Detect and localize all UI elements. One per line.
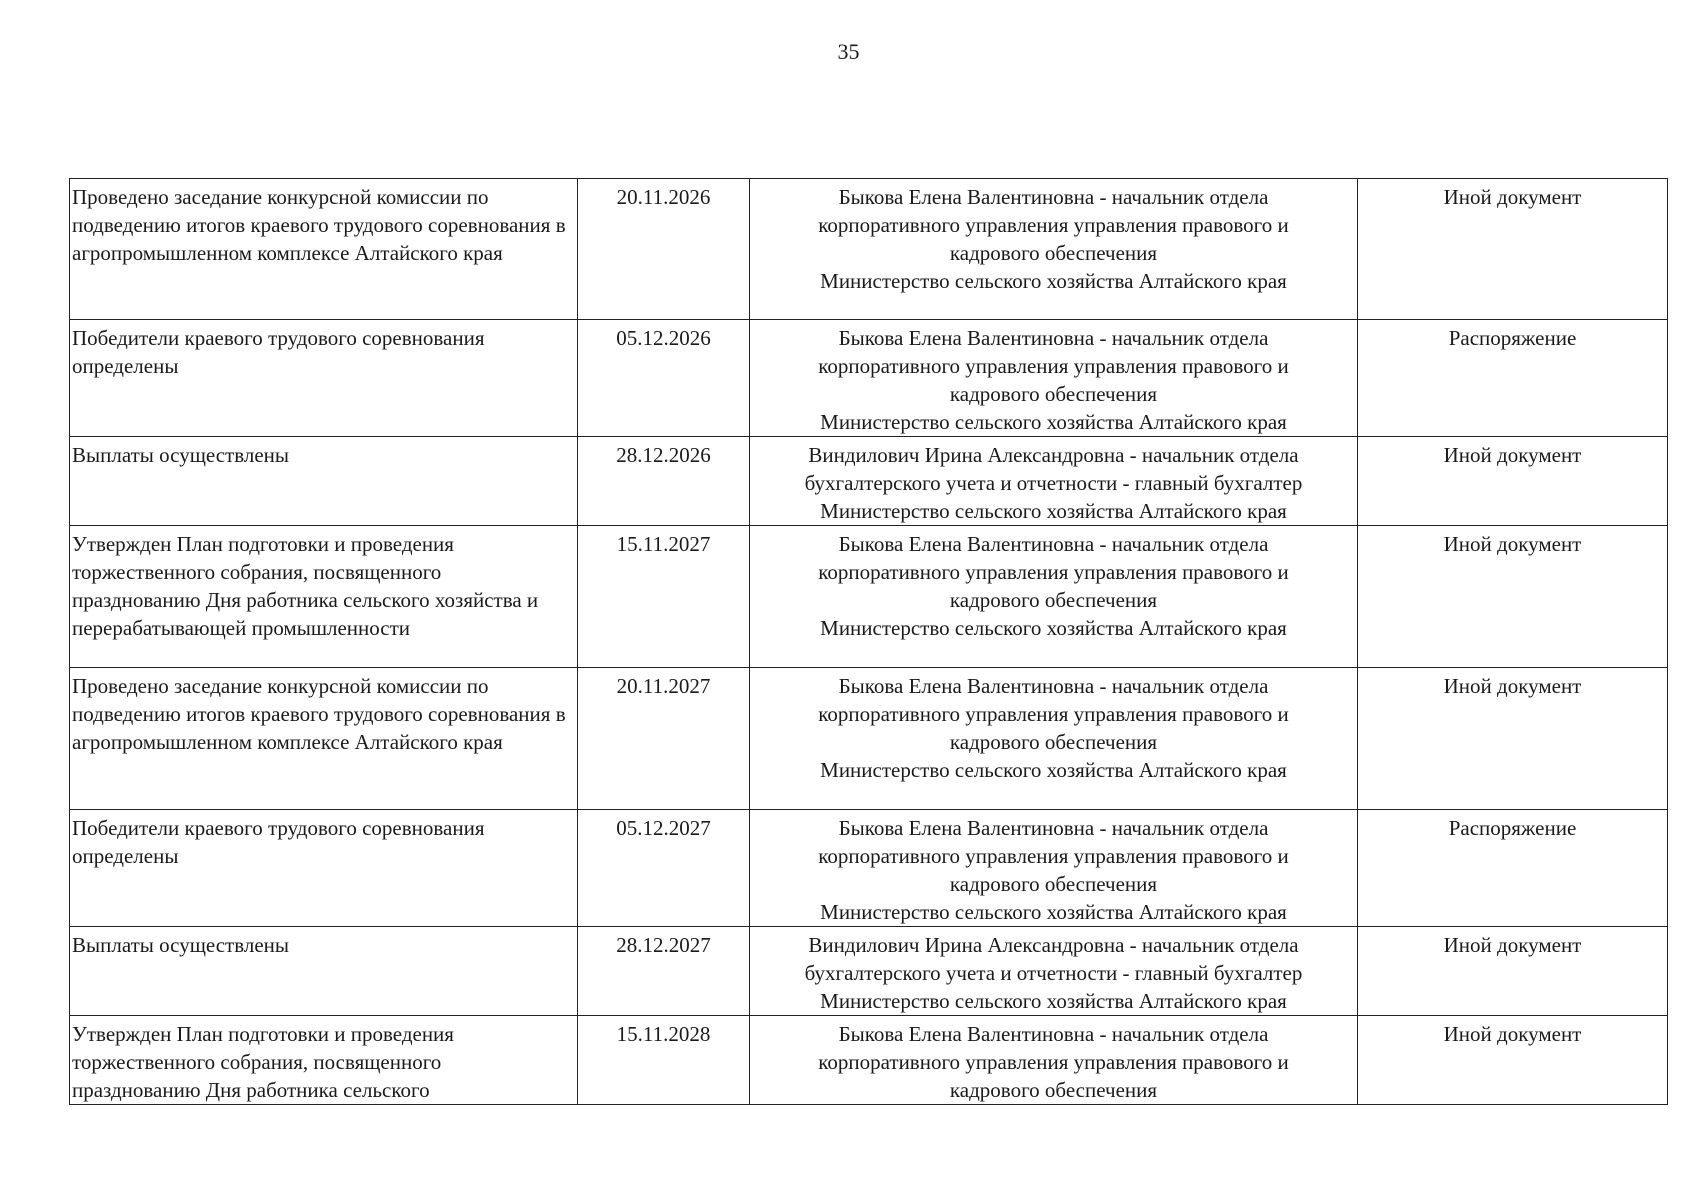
- responsible-line: Быкова Елена Валентиновна - начальник отдела: [838, 532, 1269, 556]
- document-type-cell: Иной документ: [1358, 437, 1668, 526]
- responsible-line: кадрового обеспечения: [949, 241, 1158, 265]
- responsible-cell: [750, 927, 1358, 1016]
- event-cell: Выплаты осуществлены: [70, 437, 578, 526]
- responsible-line: Быкова Елена Валентиновна - начальник отдела: [838, 326, 1269, 350]
- responsible-line: Быкова Елена Валентиновна - начальник отдела: [838, 674, 1269, 698]
- responsible-line: корпоративного управления управления правового и: [818, 213, 1289, 237]
- schedule-table: [69, 178, 1668, 1105]
- responsible-line: Виндилович Ирина Александровна - начальник отдела: [808, 443, 1299, 467]
- table-row: [70, 1016, 1668, 1105]
- document-type-cell: Иной документ: [1358, 179, 1668, 320]
- event-cell: Утвержден План подготовки и проведения торжественного собрания, посвященного празднованию Дня работника сельского: [70, 1016, 578, 1105]
- responsible-line: Министерство сельского хозяйства Алтайского края: [820, 758, 1287, 782]
- event-cell: Победители краевого трудового соревнования определены: [70, 810, 578, 927]
- responsible-line: бухгалтерского учета и отчетности - главный бухгалтер: [804, 961, 1303, 985]
- responsible-line: бухгалтерского учета и отчетности - главный бухгалтер: [804, 471, 1303, 495]
- responsible-cell: [750, 437, 1358, 526]
- table-row: [70, 320, 1668, 437]
- date-cell: 05.12.2027: [578, 810, 750, 927]
- responsible-cell: [750, 179, 1358, 320]
- responsible-line: Виндилович Ирина Александровна - начальник отдела: [808, 933, 1299, 957]
- responsible-cell: [750, 810, 1358, 927]
- table-row: [70, 927, 1668, 1016]
- responsible-line: корпоративного управления управления правового и: [818, 844, 1289, 868]
- responsible-line: корпоративного управления управления правового и: [818, 702, 1289, 726]
- table-row: [70, 179, 1668, 320]
- responsible-line: Министерство сельского хозяйства Алтайского края: [820, 616, 1287, 640]
- responsible-line: Министерство сельского хозяйства Алтайского края: [820, 410, 1287, 434]
- date-cell: 05.12.2026: [578, 320, 750, 437]
- responsible-line: кадрового обеспечения: [949, 1078, 1158, 1102]
- responsible-line: Быкова Елена Валентиновна - начальник отдела: [838, 185, 1269, 209]
- document-type-cell: Иной документ: [1358, 526, 1668, 668]
- table-row: [70, 526, 1668, 668]
- responsible-line: Министерство сельского хозяйства Алтайского края: [820, 269, 1287, 293]
- responsible-cell: [750, 526, 1358, 668]
- responsible-line: Министерство сельского хозяйства Алтайского края: [820, 989, 1287, 1013]
- responsible-line: кадрового обеспечения: [949, 382, 1158, 406]
- responsible-line: корпоративного управления управления правового и: [818, 560, 1289, 584]
- date-cell: 28.12.2026: [578, 437, 750, 526]
- event-cell: Выплаты осуществлены: [70, 927, 578, 1016]
- event-cell: Утвержден План подготовки и проведения торжественного собрания, посвященного празднованию Дня работника сельского хозяйства и перерабатывающей промышленности: [70, 526, 578, 668]
- event-cell: Проведено заседание конкурсной комиссии по подведению итогов краевого трудового соревнования в агропромышленном комплексе Алтайского края: [70, 179, 578, 320]
- responsible-line: Быкова Елена Валентиновна - начальник отдела: [838, 816, 1269, 840]
- responsible-line: Министерство сельского хозяйства Алтайского края: [820, 900, 1287, 924]
- responsible-line: Министерство сельского хозяйства Алтайского края: [820, 499, 1287, 523]
- date-cell: 28.12.2027: [578, 927, 750, 1016]
- document-type-cell: Иной документ: [1358, 668, 1668, 810]
- event-cell: Проведено заседание конкурсной комиссии по подведению итогов краевого трудового соревнования в агропромышленном комплексе Алтайского края: [70, 668, 578, 810]
- responsible-line: Быкова Елена Валентиновна - начальник отдела: [838, 1022, 1269, 1046]
- responsible-cell: [750, 1016, 1358, 1105]
- responsible-line: кадрового обеспечения: [949, 730, 1158, 754]
- table-row: [70, 810, 1668, 927]
- date-cell: 15.11.2028: [578, 1016, 750, 1105]
- event-cell: Победители краевого трудового соревнования определены: [70, 320, 578, 437]
- responsible-line: кадрового обеспечения: [949, 588, 1158, 612]
- page-number: 35: [837, 39, 860, 64]
- responsible-cell: [750, 668, 1358, 810]
- responsible-line: корпоративного управления управления правового и: [818, 354, 1289, 378]
- table-row: [70, 668, 1668, 810]
- responsible-line: корпоративного управления управления правового и: [818, 1050, 1289, 1074]
- document-type-cell: Распоряжение: [1358, 810, 1668, 927]
- date-cell: 20.11.2027: [578, 668, 750, 810]
- responsible-line: кадрового обеспечения: [949, 872, 1158, 896]
- document-type-cell: Распоряжение: [1358, 320, 1668, 437]
- date-cell: 15.11.2027: [578, 526, 750, 668]
- document-type-cell: Иной документ: [1358, 927, 1668, 1016]
- responsible-cell: [750, 320, 1358, 437]
- date-cell: 20.11.2026: [578, 179, 750, 320]
- table-row: [70, 437, 1668, 526]
- document-type-cell: Иной документ: [1358, 1016, 1668, 1105]
